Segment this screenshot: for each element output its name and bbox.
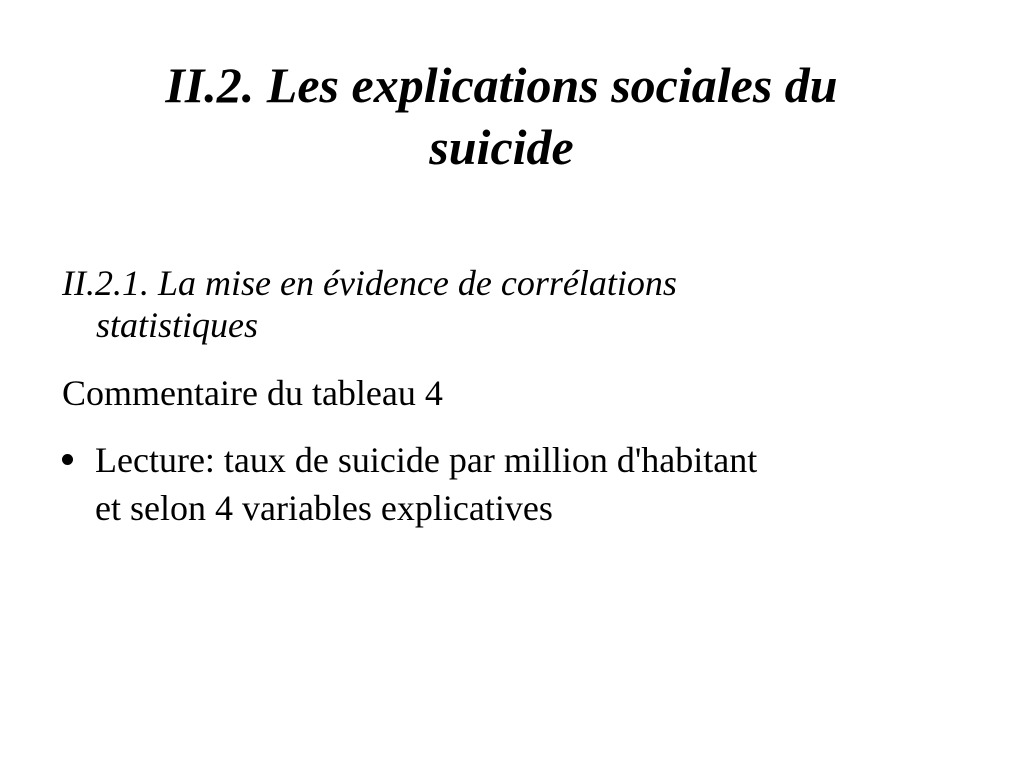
slide-title-line-2: suicide (429, 119, 574, 175)
slide-title (0, 54, 1003, 178)
slide-title-line-1: II.2. Les explications sociales du (165, 57, 838, 113)
bullet-line-2: et selon 4 variables explicatives (95, 488, 553, 528)
bullet-item (62, 436, 972, 532)
subheading-line-1: II.2.1. La mise en évidence de corrélations (62, 263, 677, 303)
subheading-line-2: statistiques (96, 305, 259, 345)
bullet-text (95, 436, 972, 532)
bullet-dot-icon (62, 454, 73, 465)
slide-content (62, 262, 972, 532)
section-subheading (62, 262, 972, 346)
bullet-line-1: Lecture: taux de suicide par million d'habitant (95, 440, 758, 480)
comment-text: Commentaire du tableau 4 (62, 373, 443, 413)
